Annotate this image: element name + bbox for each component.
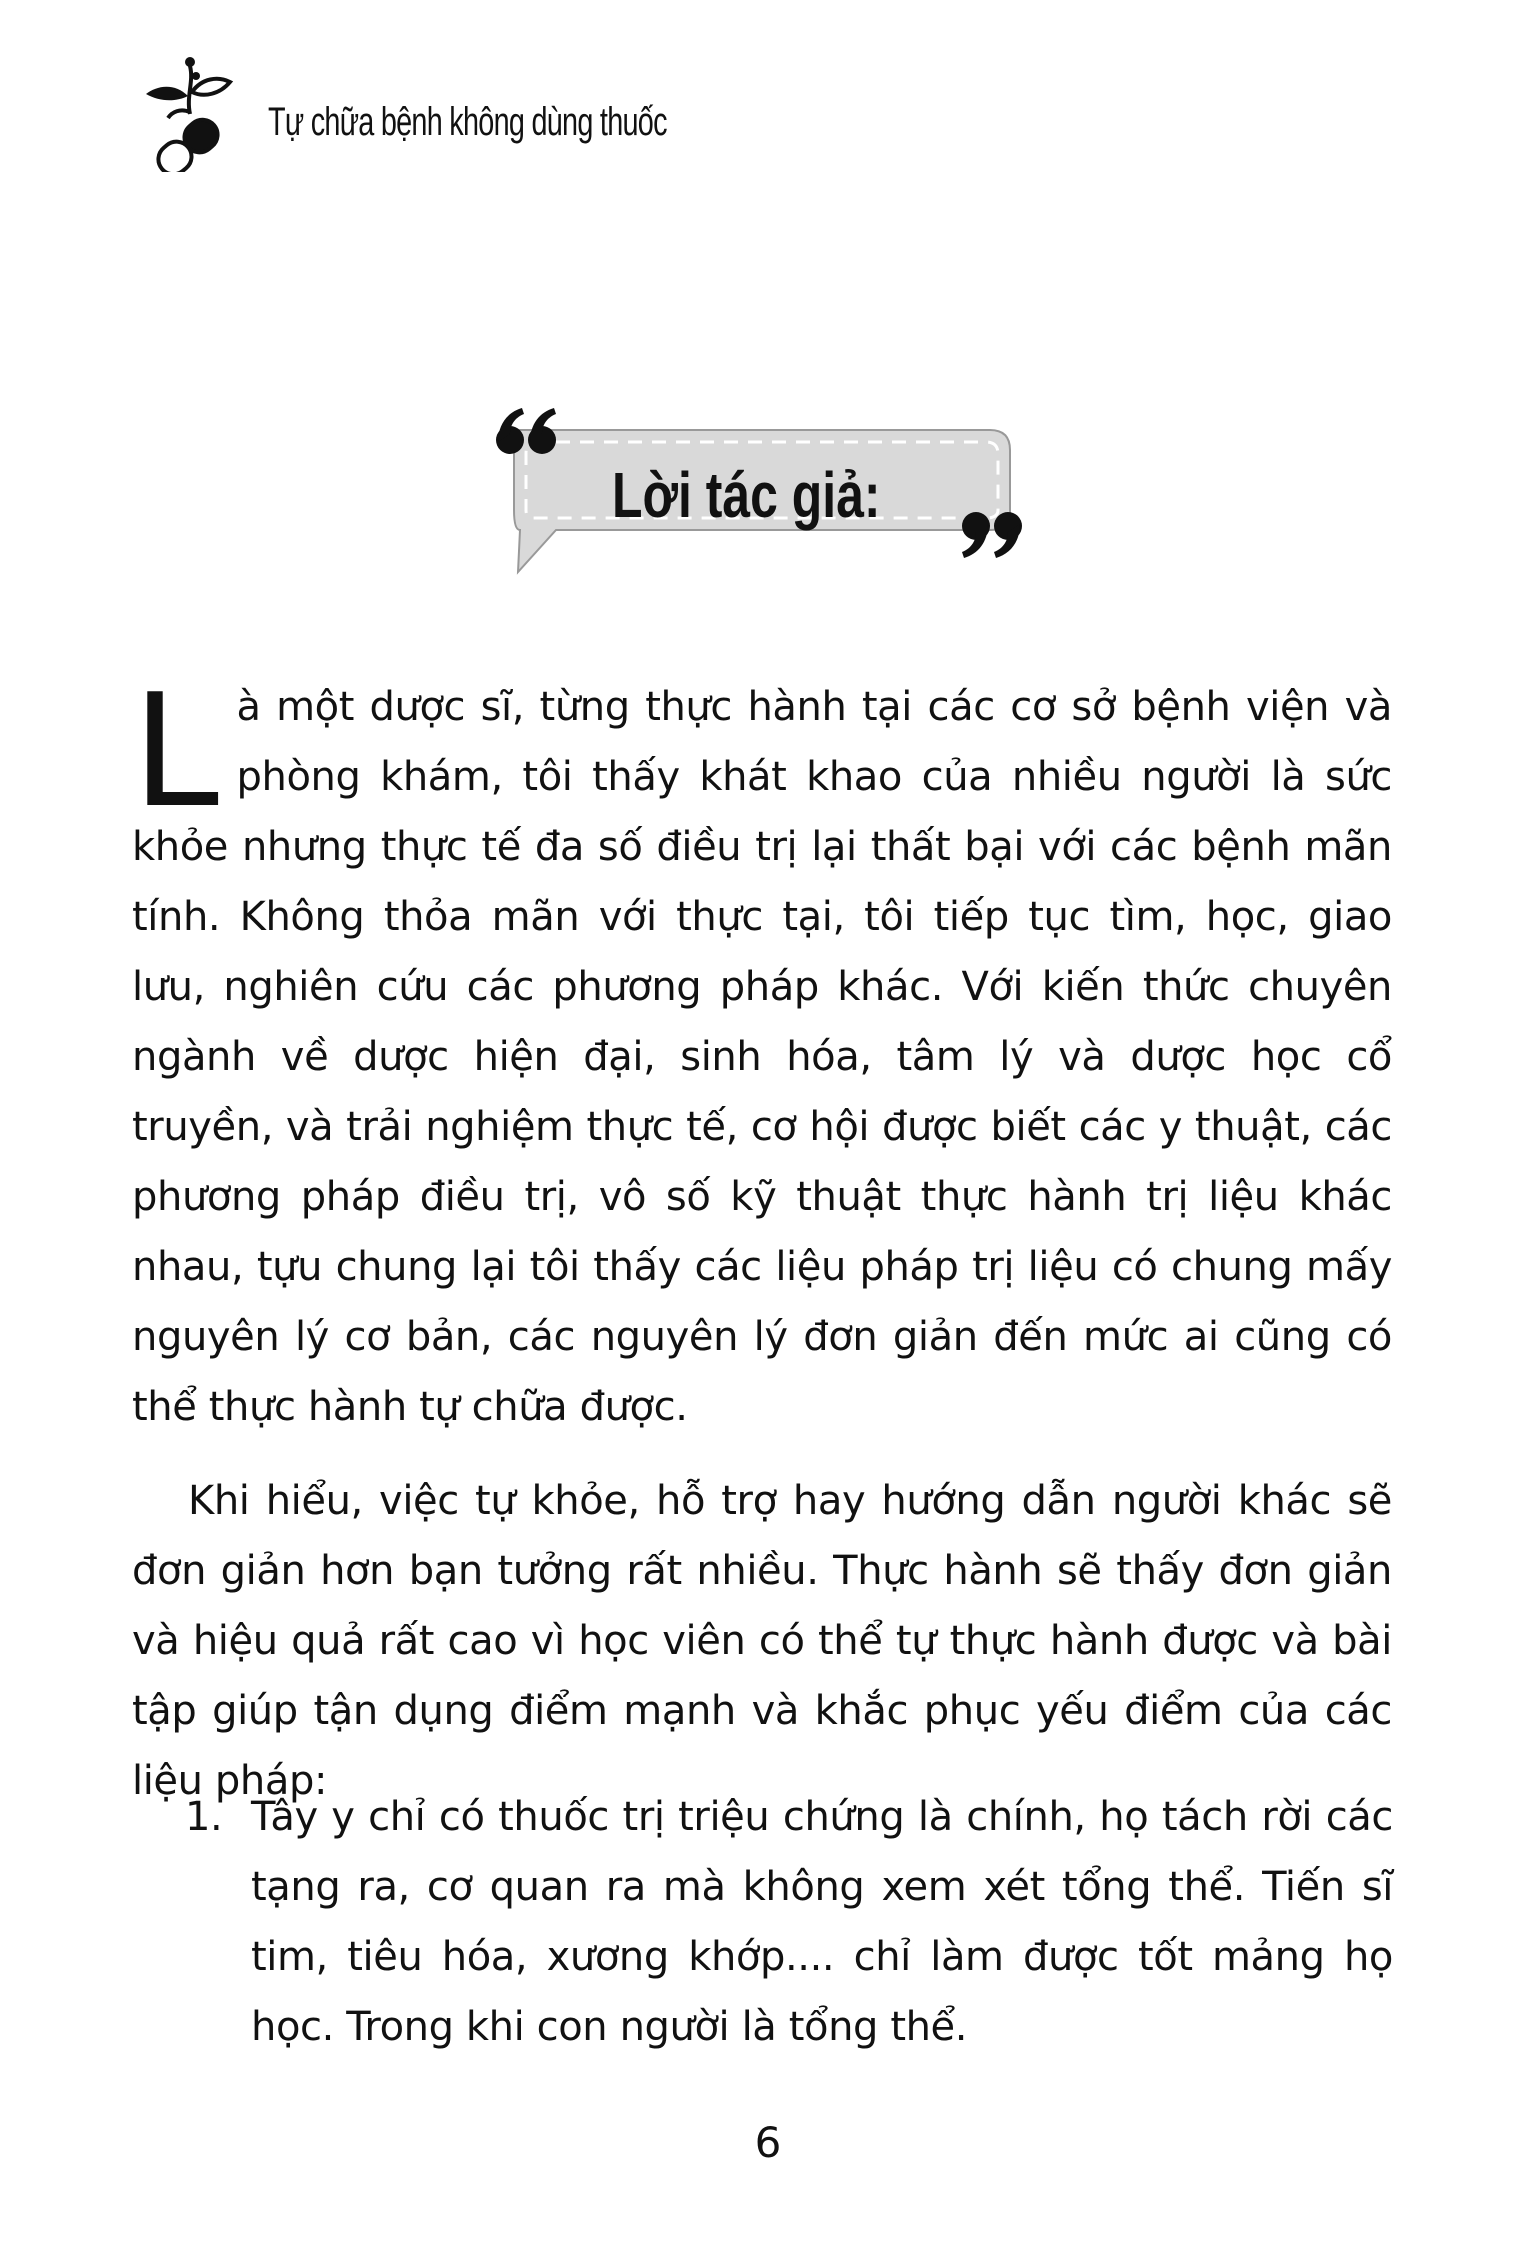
paragraph-1 — [132, 660, 1392, 1442]
list-item — [185, 1782, 1393, 2062]
paragraph-2: Khi hiểu, việc tự khỏe, hỗ trợ hay hướng dẫn người khác sẽ đơn giản hơn bạn tưởng rất nhiều. Thực hành sẽ thấy đơn giản và hiệu quả rất cao vì học viên có thể tự thực hành được và bài tập giúp tận dụng điểm mạnh và khắc phục yếu điểm của các liệu pháp: — [132, 1478, 1392, 1804]
plant-pill-icon — [138, 52, 238, 172]
list-item-text: Tây y chỉ có thuốc trị triệu chứng là chính, họ tách rời các tạng ra, cơ quan ra mà không xem xét tổng thể. Tiến sĩ tim, tiêu hóa, xương khớp.... chỉ làm được tốt mảng họ học. Trong khi con người là tổng thể. — [251, 1794, 1393, 2050]
page-number: 6 — [754, 2118, 782, 2167]
numbered-list — [185, 1782, 1393, 2062]
section-title: Lời tác giả: — [612, 459, 881, 531]
header-title: Tự chữa bệnh không dùng thuốc — [268, 99, 667, 144]
running-header — [138, 52, 822, 172]
paragraph-1-text: à một dược sĩ, từng thực hành tại các cơ sở bệnh viện và phòng khám, tôi thấy khát khao của nhiều người là sức khỏe nhưng thực tế đa số điều trị lại thất bại với các bệnh mãn tính. Không thỏa mãn với thực tại, tôi tiếp tục tìm, học, giao lưu, nghiên cứu các phương pháp khác. Với kiến thức chuyên ngành về dược hiện đại, sinh hóa, tâm lý và dược học cổ truyền, và trải nghiệm thực tế, cơ hội được biết các y thuật, các phương pháp điều trị, vô số kỹ thuật thực hành trị liệu khác nhau, tựu chung lại tôi thấy các liệu pháp trị liệu có chung mấy nguyên lý cơ bản, các nguyên lý đơn giản đến mức ai cũng có thể thực hành tự chữa được. — [132, 684, 1392, 1430]
section-title-banner — [490, 404, 1050, 594]
list-item-number: 1. — [185, 1794, 223, 1840]
drop-cap: L — [132, 660, 219, 842]
body-text — [132, 660, 1392, 1816]
